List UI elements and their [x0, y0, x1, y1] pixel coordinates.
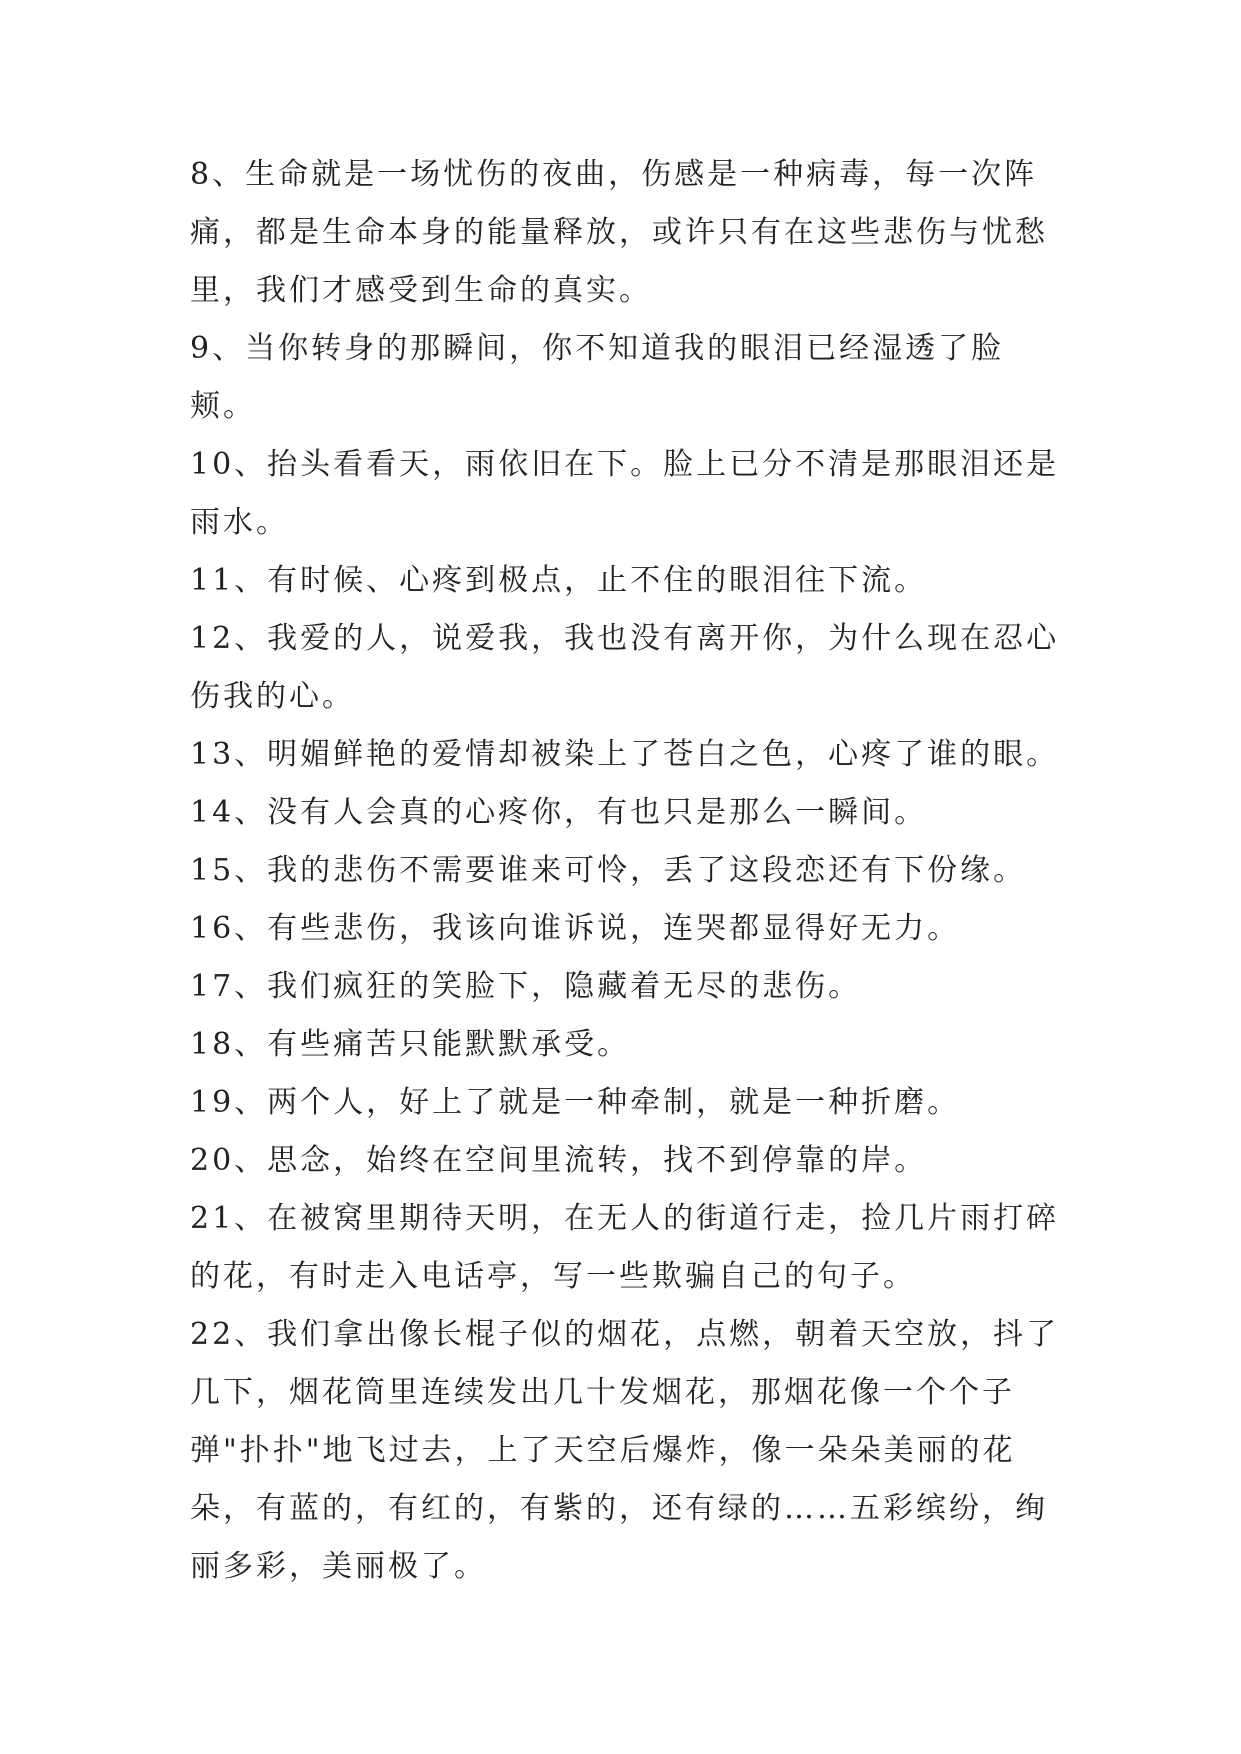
paragraph-21: 21、在被窝里期待天明，在无人的街道行走，捡几片雨打碎的花，有时走入电话亭，写一些欺骗自己的句子。 [190, 1201, 1060, 1294]
paragraph-9: 9、当你转身的那瞬间，你不知道我的眼泪已经湿透了脸颊。 [190, 331, 1005, 424]
paragraph-12: 12、我爱的人，说爱我，我也没有离开你，为什么现在忍心伤我的心。 [190, 621, 1060, 714]
paragraph-8: 8、生命就是一场忧伤的夜曲，伤感是一种病毒，每一次阵痛，都是生命本身的能量释放，或许只有在这些悲伤与忧愁里，我们才感受到生命的真实。 [190, 157, 1048, 308]
paragraph-17: 17、我们疯狂的笑脸下，隐藏着无尽的悲伤。 [190, 969, 862, 1004]
paragraph-11: 11、有时候、心疼到极点，止不住的眼泪往下流。 [190, 563, 928, 598]
paragraph-10: 10、抬头看看天，雨依旧在下。脸上已分不清是那眼泪还是雨水。 [190, 447, 1060, 540]
paragraph-22: 22、我们拿出像长棍子似的烟花，点燃，朝着天空放，抖了几下，烟花筒里连续发出几十发烟花，那烟花像一个个子弹"扑扑"地飞过去，上了天空后爆炸，像一朵朵美丽的花朵，有蓝的，有红的，有紫的，还有绿的……五彩缤纷，绚丽多彩，美丽极了。 [190, 1317, 1060, 1584]
paragraph-16: 16、有些悲伤，我该向谁诉说，连哭都显得好无力。 [190, 911, 961, 946]
paragraph-14: 14、没有人会真的心疼你，有也只是那么一瞬间。 [190, 795, 928, 830]
paragraph-13: 13、明媚鲜艳的爱情却被染上了苍白之色，心疼了谁的眼。 [190, 737, 1060, 772]
document-page [190, 146, 1070, 1596]
paragraph-19: 19、两个人，好上了就是一种牵制，就是一种折磨。 [190, 1085, 961, 1120]
paragraph-20: 20、思念，始终在空间里流转，找不到停靠的岸。 [190, 1143, 928, 1178]
paragraph-15: 15、我的悲伤不需要谁来可怜，丢了这段恋还有下份缘。 [190, 853, 1027, 888]
paragraph-18: 18、有些痛苦只能默默承受。 [190, 1027, 631, 1062]
